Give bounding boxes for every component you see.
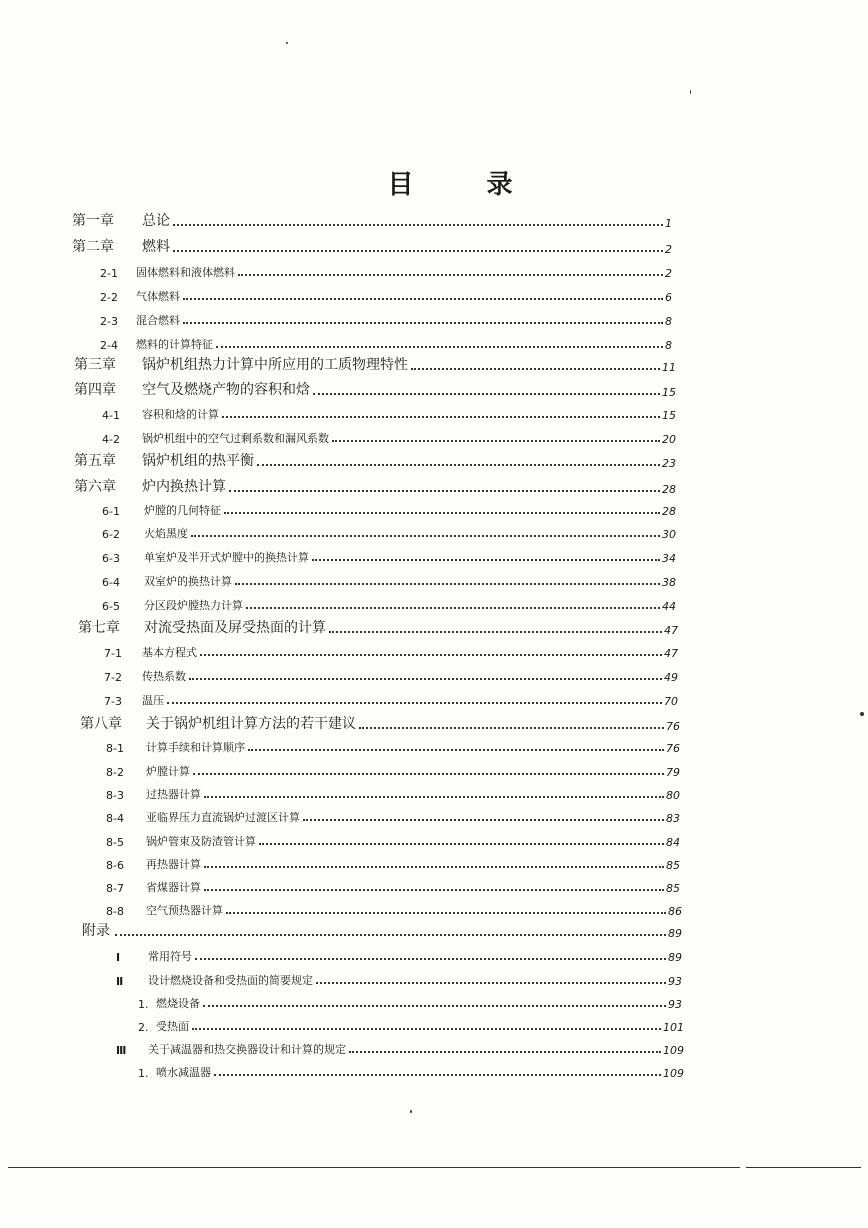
toc-entry-page: 15 bbox=[662, 386, 676, 399]
toc-entry-section[interactable] bbox=[104, 664, 678, 684]
toc-entry-page: 23 bbox=[662, 457, 676, 470]
dot-leader bbox=[222, 415, 660, 418]
toc-entry-page: 76 bbox=[666, 742, 680, 755]
toc-entry-section[interactable] bbox=[102, 593, 676, 613]
toc-entry-section[interactable] bbox=[100, 260, 672, 280]
dot-leader bbox=[259, 842, 664, 845]
toc-entry-number: 4-2 bbox=[102, 433, 120, 446]
toc-entry-label: 分区段炉膛热力计算 bbox=[144, 599, 243, 612]
toc-entry-number: 7-1 bbox=[104, 647, 122, 660]
toc-entry-label: 对流受热面及屏受热面的计算 bbox=[144, 620, 326, 636]
toc-entry-label: 炉膛的几何特征 bbox=[144, 504, 221, 517]
toc-entry-chapter-8[interactable] bbox=[80, 713, 680, 733]
dot-leader bbox=[200, 653, 662, 656]
toc-entry-chapter-2[interactable] bbox=[72, 236, 672, 256]
toc-entry-appendix[interactable] bbox=[82, 920, 682, 940]
footer-rule bbox=[8, 1167, 740, 1168]
toc-entry-page: 1 bbox=[665, 217, 672, 230]
toc-entry-chapter-1[interactable] bbox=[72, 210, 672, 230]
toc-entry-number: 6-1 bbox=[102, 505, 120, 518]
toc-entry-label: 混合燃料 bbox=[136, 314, 180, 327]
footer-rule-short bbox=[746, 1167, 861, 1168]
dot-leader bbox=[316, 981, 666, 984]
toc-entry-page: 85 bbox=[666, 859, 680, 872]
toc-entry-label: 锅炉机组热力计算中所应用的工质物理特性 bbox=[142, 357, 408, 373]
toc-entry-label: 燃料 bbox=[142, 239, 170, 255]
toc-entry-page: 89 bbox=[668, 927, 682, 940]
toc-entry-number: 6-3 bbox=[102, 552, 120, 565]
dot-leader bbox=[191, 534, 660, 537]
toc-entry-section[interactable] bbox=[106, 898, 682, 918]
toc-entry-chapter-7[interactable] bbox=[78, 617, 678, 637]
toc-entry-label: 关于减温器和热交换器设计和计算的规定 bbox=[148, 1043, 346, 1056]
toc-entry-page: 30 bbox=[662, 528, 676, 541]
dot-leader bbox=[173, 249, 663, 252]
toc-entry-page: 79 bbox=[666, 766, 680, 779]
toc-entry-page: 80 bbox=[666, 789, 680, 802]
toc-entry-page: 8 bbox=[665, 315, 672, 328]
toc-entry-page: 70 bbox=[664, 695, 678, 708]
toc-entry-number: 第一章 bbox=[72, 213, 114, 229]
toc-entry-number: 8-1 bbox=[106, 742, 124, 755]
toc-entry-number: Ⅰ bbox=[116, 951, 121, 964]
dot-leader bbox=[183, 321, 663, 324]
dot-leader bbox=[216, 345, 663, 348]
toc-entry-label: 固体燃料和液体燃料 bbox=[136, 266, 235, 279]
toc-entry-label: 受热面 bbox=[156, 1020, 189, 1033]
toc-entry-number: 第七章 bbox=[78, 620, 120, 636]
dot-leader bbox=[359, 726, 664, 729]
scan-speck bbox=[860, 712, 864, 716]
toc-entry-number: 第六章 bbox=[74, 479, 116, 495]
toc-entry-number: 6-4 bbox=[102, 576, 120, 589]
toc-entry-page: 44 bbox=[662, 600, 676, 613]
toc-entry-section[interactable] bbox=[102, 569, 676, 589]
toc-entry-label: 基本方程式 bbox=[142, 646, 197, 659]
toc-entry-section[interactable] bbox=[102, 402, 676, 422]
toc-entry-section[interactable] bbox=[100, 308, 672, 328]
toc-entry-label: 常用符号 bbox=[148, 950, 192, 963]
toc-entry-appendix-item[interactable] bbox=[116, 968, 682, 988]
toc-entry-section[interactable] bbox=[106, 782, 680, 802]
dot-leader bbox=[167, 701, 662, 704]
dot-leader bbox=[238, 273, 663, 276]
toc-entry-label: 空气及燃烧产物的容积和焓 bbox=[142, 382, 310, 398]
toc-entry-section[interactable] bbox=[104, 688, 678, 708]
toc-entry-number: 8-6 bbox=[106, 859, 124, 872]
toc-entry-label: 空气预热器计算 bbox=[146, 904, 223, 917]
scan-speck bbox=[690, 90, 691, 94]
toc-entry-label: 锅炉机组的热平衡 bbox=[142, 453, 254, 469]
dot-leader bbox=[248, 748, 664, 751]
dot-leader bbox=[235, 582, 660, 585]
toc-entry-label: 气体燃料 bbox=[136, 290, 180, 303]
toc-entry-number: 7-2 bbox=[104, 671, 122, 684]
toc-entry-label: 设计燃烧设备和受热面的简要规定 bbox=[148, 974, 313, 987]
toc-entry-number: 6-5 bbox=[102, 600, 120, 613]
toc-entry-section[interactable] bbox=[106, 875, 680, 895]
toc-entry-page: 101 bbox=[663, 1021, 684, 1034]
toc-entry-page: 84 bbox=[666, 836, 680, 849]
toc-entry-page: 86 bbox=[668, 905, 682, 918]
toc-entry-section[interactable] bbox=[104, 640, 678, 660]
toc-entry-number: 8-5 bbox=[106, 836, 124, 849]
toc-entry-label: 计算手续和计算顺序 bbox=[146, 741, 245, 754]
dot-leader bbox=[332, 439, 660, 442]
toc-entry-section[interactable] bbox=[106, 829, 680, 849]
toc-entry-label: 传热系数 bbox=[142, 670, 186, 683]
toc-entry-number: 1. bbox=[138, 998, 149, 1011]
dot-leader bbox=[173, 223, 663, 226]
toc-entry-page: 8 bbox=[665, 339, 672, 352]
toc-entry-section[interactable] bbox=[106, 852, 680, 872]
toc-entry-chapter-5[interactable] bbox=[74, 450, 676, 470]
toc-entry-number: 7-3 bbox=[104, 695, 122, 708]
toc-entry-number: 第四章 bbox=[74, 382, 116, 398]
dot-leader bbox=[183, 297, 663, 300]
toc-entry-chapter-3[interactable] bbox=[74, 354, 676, 374]
toc-entry-page: 34 bbox=[662, 552, 676, 565]
dot-leader bbox=[312, 558, 660, 561]
dot-leader bbox=[193, 772, 664, 775]
toc-entry-label: 温压 bbox=[142, 694, 164, 707]
toc-entry-subitem[interactable] bbox=[138, 1060, 684, 1080]
toc-entry-number: 4-1 bbox=[102, 409, 120, 422]
dot-leader bbox=[214, 1073, 661, 1076]
toc-entry-number: 2-1 bbox=[100, 267, 118, 280]
toc-entry-number: 8-4 bbox=[106, 812, 124, 825]
toc-entry-number: 8-2 bbox=[106, 766, 124, 779]
toc-entry-number: 第五章 bbox=[74, 453, 116, 469]
dot-leader bbox=[226, 911, 666, 914]
toc-entry-page: 76 bbox=[666, 720, 680, 733]
toc-entry-number: 8-7 bbox=[106, 882, 124, 895]
toc-entry-label: 过热器计算 bbox=[146, 788, 201, 801]
toc-entry-label: 关于锅炉机组计算方法的若干建议 bbox=[146, 716, 356, 732]
toc-entry-section[interactable] bbox=[102, 545, 676, 565]
toc-entry-subitem[interactable] bbox=[138, 1014, 684, 1034]
toc-entry-page: 47 bbox=[664, 624, 678, 637]
toc-entry-label: 炉膛计算 bbox=[146, 765, 190, 778]
dot-leader bbox=[204, 888, 664, 891]
toc-entry-number: 2. bbox=[138, 1021, 149, 1034]
toc-entry-label: 亚临界压力直流锅炉过渡区计算 bbox=[146, 811, 300, 824]
toc-entry-label: 喷水减温器 bbox=[156, 1066, 211, 1079]
toc-entry-label: 燃料的计算特征 bbox=[136, 338, 213, 351]
toc-entry-section[interactable] bbox=[102, 426, 676, 446]
toc-entry-page: 20 bbox=[662, 433, 676, 446]
toc-entry-section[interactable] bbox=[106, 735, 680, 755]
toc-entry-page: 109 bbox=[663, 1044, 684, 1057]
toc-entry-page: 15 bbox=[662, 409, 676, 422]
dot-leader bbox=[203, 1004, 666, 1007]
dot-leader bbox=[224, 511, 660, 514]
dot-leader bbox=[329, 630, 662, 633]
toc-entry-number: 8-3 bbox=[106, 789, 124, 802]
dot-leader bbox=[303, 818, 664, 821]
toc-entry-page: 89 bbox=[668, 951, 682, 964]
toc-entry-page: 49 bbox=[664, 671, 678, 684]
toc-entry-section[interactable] bbox=[102, 521, 676, 541]
toc-entry-label: 总论 bbox=[142, 213, 170, 229]
toc-entry-label: 再热器计算 bbox=[146, 858, 201, 871]
toc-entry-page: 2 bbox=[665, 267, 672, 280]
toc-entry-section[interactable] bbox=[100, 284, 672, 304]
dot-leader bbox=[229, 489, 660, 492]
toc-entry-number: 2-4 bbox=[100, 339, 118, 352]
toc-entry-label: 双室炉的换热计算 bbox=[144, 575, 232, 588]
toc-entry-chapter-6[interactable] bbox=[74, 476, 676, 496]
dot-leader bbox=[313, 392, 660, 395]
toc-entry-page: 38 bbox=[662, 576, 676, 589]
dot-leader bbox=[411, 367, 660, 370]
toc-entry-section[interactable] bbox=[100, 332, 672, 352]
dot-leader bbox=[115, 933, 666, 936]
toc-entry-appendix-item[interactable] bbox=[116, 1037, 684, 1057]
toc-entry-number: 第三章 bbox=[74, 357, 116, 373]
toc-entry-page: 109 bbox=[663, 1067, 684, 1080]
toc-entry-label: 锅炉机组中的空气过剩系数和漏风系数 bbox=[142, 432, 329, 445]
toc-entry-number: Ⅲ bbox=[116, 1044, 127, 1057]
toc-entry-number: 1. bbox=[138, 1067, 149, 1080]
toc-entry-label: 火焰黑度 bbox=[144, 527, 188, 540]
toc-entry-label: 容积和焓的计算 bbox=[142, 408, 219, 421]
toc-entry-page: 28 bbox=[662, 505, 676, 518]
toc-entry-appendix-item[interactable] bbox=[116, 944, 682, 964]
toc-entry-number: Ⅱ bbox=[116, 975, 124, 988]
toc-entry-number: 附录 bbox=[82, 923, 110, 939]
toc-entry-chapter-4[interactable] bbox=[74, 379, 676, 399]
toc-entry-label: 炉内换热计算 bbox=[142, 479, 226, 495]
toc-entry-label: 燃烧设备 bbox=[156, 997, 200, 1010]
dot-leader bbox=[204, 795, 664, 798]
toc-entry-page: 47 bbox=[664, 647, 678, 660]
toc-entry-section[interactable] bbox=[106, 805, 680, 825]
dot-leader bbox=[195, 957, 666, 960]
dot-leader bbox=[257, 463, 660, 466]
dot-leader bbox=[204, 865, 664, 868]
toc-entry-page: 93 bbox=[668, 998, 682, 1011]
scan-speck bbox=[286, 42, 288, 44]
toc-entry-number: 2-3 bbox=[100, 315, 118, 328]
toc-entry-subitem[interactable] bbox=[138, 991, 682, 1011]
toc-entry-page: 93 bbox=[668, 975, 682, 988]
toc-entry-page: 6 bbox=[665, 291, 672, 304]
toc-entry-number: 第二章 bbox=[72, 239, 114, 255]
toc-entry-label: 单室炉及半开式炉膛中的换热计算 bbox=[144, 551, 309, 564]
dot-leader bbox=[246, 606, 660, 609]
page-title: 目 录 bbox=[387, 170, 545, 200]
toc-entry-number: 2-2 bbox=[100, 291, 118, 304]
toc-entry-label: 锅炉管束及防渣管计算 bbox=[146, 835, 256, 848]
toc-entry-section[interactable] bbox=[106, 759, 680, 779]
toc-entry-number: 第八章 bbox=[80, 716, 122, 732]
toc-entry-page: 85 bbox=[666, 882, 680, 895]
toc-entry-page: 11 bbox=[662, 361, 676, 374]
toc-entry-number: 6-2 bbox=[102, 528, 120, 541]
toc-entry-label: 省煤器计算 bbox=[146, 881, 201, 894]
scan-speck bbox=[410, 1110, 412, 1113]
toc-entry-section[interactable] bbox=[102, 498, 676, 518]
toc-entry-page: 83 bbox=[666, 812, 680, 825]
dot-leader bbox=[192, 1027, 661, 1030]
toc-entry-number: 8-8 bbox=[106, 905, 124, 918]
toc-entry-page: 28 bbox=[662, 483, 676, 496]
dot-leader bbox=[189, 677, 662, 680]
dot-leader bbox=[349, 1050, 661, 1053]
toc-entry-page: 2 bbox=[665, 243, 672, 256]
